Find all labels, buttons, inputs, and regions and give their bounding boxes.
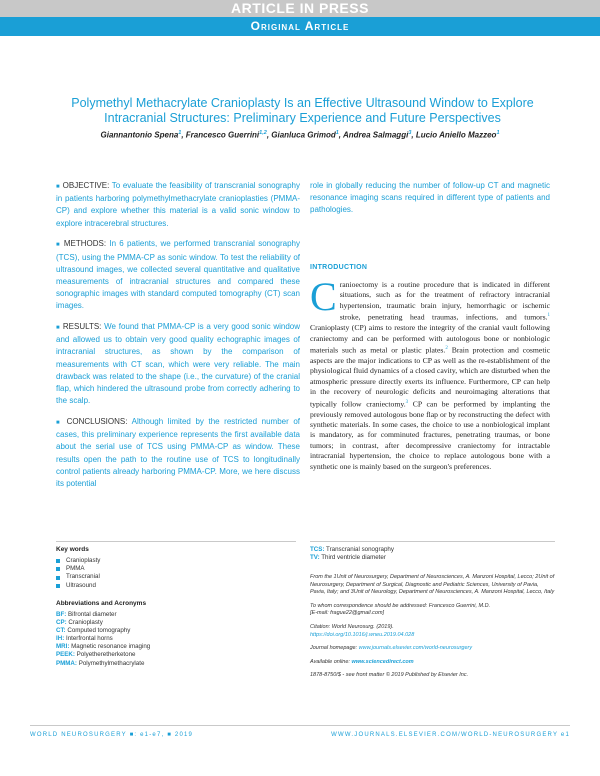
abbreviation-item	[56, 611, 150, 619]
article-title: Polymethyl Methacrylate Cranioplasty Is an Effective Ultrasound Window to Explore Intracranial Structures: Preliminary Experience and Future Perspectives	[71, 96, 534, 125]
journal-label: Journal homepage:	[310, 645, 358, 652]
abbreviation: IH:	[56, 635, 65, 643]
abbreviation-item	[56, 619, 150, 627]
author-name[interactable]: Andrea Salmaggi	[342, 130, 409, 140]
affiliations: From the 1Unit of Neurosurgery, Department of Neurosciences, A. Manzoni Hospital, Lecco; 2Unit of Neurosurgery, Department of Surgical, Diagnostic and Pediatric Sciences, University of Pavia, Pavia, Italy; and 3Unit of Neurology, Department of Neurosciences, A. Manzoni Hospital, Lecco, Italy	[310, 574, 555, 596]
abstract-text: Although limited by the restricted number of cases, this preliminary experience represents the first available data about the serial use of TCS using PMMA-CP as window. These results open the path to the routine use of TCS to longitudinally control patients already harboring PMMA-CP. More, we here discuss its potential	[56, 416, 301, 488]
author-affiliation: 1	[178, 130, 182, 136]
bullet-icon: ■	[56, 184, 61, 190]
keyword-item	[56, 582, 100, 590]
author-affiliation: 1,2	[259, 130, 267, 136]
drop-cap: C	[310, 274, 337, 319]
abbreviation-item	[56, 660, 150, 668]
intro-text: Brain protection and cosmetic aspects are the major indications to CP as well as the re-establishment of the physiological fluid dynamics of a closed cavity, which are disturbed when the atmospheric pressure directly exerts its influence. Furthermore, CP can help in the recovery of neurologic deficits and neuroimaging alterations that typically follow craniectomy.	[310, 345, 550, 409]
abstract-text: In 6 patients, we performed transcranial sonography (TCS), using the PMMA-CP as sonic window. To test the reliability of ultrasound images, we collected several quantitative and qualitative measurements of intracranial structures and compared these sonographic images with standard computed tomography (CT) scan images.	[56, 239, 301, 311]
square-bullet-icon	[56, 567, 60, 571]
abbreviation-definition: Interfrontal horns	[65, 635, 113, 643]
abbreviations-heading: Abbreviations and Acronyms	[56, 600, 147, 607]
section-label: METHODS:	[63, 239, 107, 249]
abbreviation: CT:	[56, 627, 66, 635]
abstract-methods	[56, 238, 300, 312]
section-label: OBJECTIVE:	[62, 181, 110, 190]
square-bullet-icon	[56, 559, 60, 563]
divider	[310, 541, 555, 542]
journal-issue: WORLD NEUROSURGERY ■: e1-e7, ■ 2019	[30, 732, 194, 738]
intro-text: Cranioplasty (CP) aims to restore the integrity of the cranial vault following craniectomy and can be performed with autologous bone or nonbiologic materials such as metal or plastic plates.	[310, 323, 550, 355]
keyword-text: Ultrasound	[66, 581, 96, 589]
issn-copyright: 1878-8750/$ - see front matter © 2019 Published by Elsevier Inc.	[310, 672, 469, 679]
introduction-heading: INTRODUCTION	[310, 264, 368, 271]
abstract-continuation: role in globally reducing the number of follow-up CT and magnetic resonance imaging scans required in different type of patients and pathologies.	[310, 181, 550, 215]
author-name[interactable]: Gianluca Grimod	[271, 130, 336, 140]
keyword-item	[56, 573, 100, 581]
abbreviation-item	[310, 554, 394, 562]
reference-link[interactable]: 2	[445, 346, 448, 351]
doi-link[interactable]: https://doi.org/10.1016/j.wneu.2019.04.028	[310, 631, 415, 638]
keyword-text: Transcranial	[66, 573, 100, 581]
intro-text: ranioectomy is a routine procedure that is indicated in different situations, such as for the treatment of refractory intracranial hypertension, traumatic brain injury, hemorrhagic or ischemic stroke, penetrating head traumas, infections, and tumors.	[339, 280, 550, 322]
abbreviation: PMMA:	[56, 659, 77, 667]
journal-url-page[interactable]: WWW.JOURNALS.ELSEVIER.COM/WORLD-NEUROSURGERY e1	[331, 732, 570, 738]
abbreviation-item	[56, 643, 150, 651]
abstract-results	[56, 321, 300, 407]
abbreviation-definition: Third ventricle diameter	[321, 554, 386, 562]
reference-link[interactable]: 1	[547, 313, 550, 319]
author-affiliation: 1	[496, 130, 500, 136]
section-label: RESULTS:	[62, 322, 102, 332]
keywords-list	[56, 557, 100, 590]
author-name[interactable]: Francesco Guerrini	[185, 130, 260, 140]
article-in-press-label: ARTICLE IN PRESS	[231, 0, 369, 16]
reference-link[interactable]: 3	[405, 399, 409, 405]
abstract-conclusions	[56, 416, 300, 490]
abbreviation-definition: Polymethylmethacrylate	[78, 659, 145, 667]
keyword-item	[56, 557, 100, 565]
abstract	[56, 180, 300, 499]
abbreviation: MRI:	[56, 643, 70, 651]
abstract-objective	[56, 180, 300, 230]
article-metadata	[310, 574, 555, 680]
section-label: CONCLUSIONS:	[66, 416, 128, 426]
journal-link[interactable]: www.journals.elsevier.com/world-neurosurgery	[358, 645, 473, 652]
abbreviation: TV:	[310, 554, 320, 562]
introduction-body	[310, 274, 550, 472]
bullet-icon: ■	[56, 419, 62, 426]
abbreviation-definition: Transcranial sonography	[326, 546, 394, 553]
abbreviations-list	[56, 611, 150, 668]
keyword-item	[56, 565, 100, 573]
abbreviation: CP:	[56, 619, 67, 627]
abstract-text: To evaluate the feasibility of transcranial sonography in patients harboring polymethylmethacrylate cranioplasties (PMMA-CP) and explore whether this material is a valid sonic window to explore intracerebral structures.	[56, 181, 301, 228]
correspondence: To whom correspondence should be addressed: Francesco Guerrini, M.D.	[310, 602, 491, 609]
abbreviation-definition: Polyetheretherketone	[76, 651, 136, 659]
abbreviations-list-continued	[310, 546, 394, 562]
author-name[interactable]: Lucio Aniello Mazzeo	[415, 130, 497, 140]
abbreviation-item	[56, 635, 150, 643]
intro-text: CP can be performed by implanting the previously removed autologous bone flap or by reconstructing the defect with synthetic materials. In some cases, the choice to use a nonbiological implant is mandatory, as for comminuted fractures, penetrating traumas, or bone tumors; in contrast, after decompressive craniectomy for intractable intracranial hypertension, the choice to replace autologous bone with a synthetic one is mainly based on the surgeon's preferences.	[310, 399, 550, 471]
abbreviation: TCS:	[310, 546, 325, 553]
available-label: Available online:	[310, 658, 350, 665]
abstract-text: We found that PMMA-CP is a very good sonic window and allowed us to obtain very good quality echographic images of intracranial structures, as shown by the comparison of measurements with CT scan, which were very reliable. The main drawback was related to the shape (i.e., the curvature) of the cranial flap, which hindered the ultrasound probe from correctly adhering to the scalp.	[56, 322, 301, 406]
keyword-text: Cranioplasty	[66, 557, 101, 564]
sciencedirect-link[interactable]: www.sciencedirect.com	[351, 658, 414, 665]
abbreviation-item	[56, 627, 150, 635]
abbreviation: BF:	[56, 611, 67, 618]
keywords-heading: Key words	[56, 546, 89, 553]
keyword-text: PMMA	[66, 565, 85, 573]
abbreviation: PEEK:	[56, 651, 75, 659]
abbreviation-definition: Computed tomography	[67, 627, 131, 635]
abbreviation-item	[56, 651, 150, 659]
abbreviation-definition: Magnetic resonance imaging	[71, 643, 151, 651]
bullet-icon: ■	[56, 242, 61, 249]
author-name[interactable]: Giannantonio Spena	[100, 130, 179, 140]
citation: Citation: World Neurosurg. (2019).	[310, 623, 394, 630]
correspondence-email[interactable]: [E-mail: frague22@gmail.com]	[310, 610, 385, 617]
author-list: Giannantonio Spena$^1$, Francesco Guerrini$^{1,2}$, Gianluca Grimod$^1$, Andrea Salmaggi$^3$, Lucio Aniello Mazzeo$^1$	[100, 130, 500, 140]
bullet-icon: ■	[56, 325, 61, 332]
abbreviation-definition: Cranioplasty	[68, 619, 103, 627]
article-type-label: Original Article	[250, 19, 350, 33]
author-affiliation: 3	[408, 130, 412, 136]
author-affiliation: 1	[335, 130, 339, 136]
footer-divider	[30, 725, 570, 726]
abbreviation-definition: Bifrontal diameter	[68, 611, 117, 618]
square-bullet-icon	[56, 576, 60, 580]
square-bullet-icon	[56, 584, 60, 588]
divider	[56, 541, 296, 542]
abbreviation-item	[310, 546, 394, 554]
